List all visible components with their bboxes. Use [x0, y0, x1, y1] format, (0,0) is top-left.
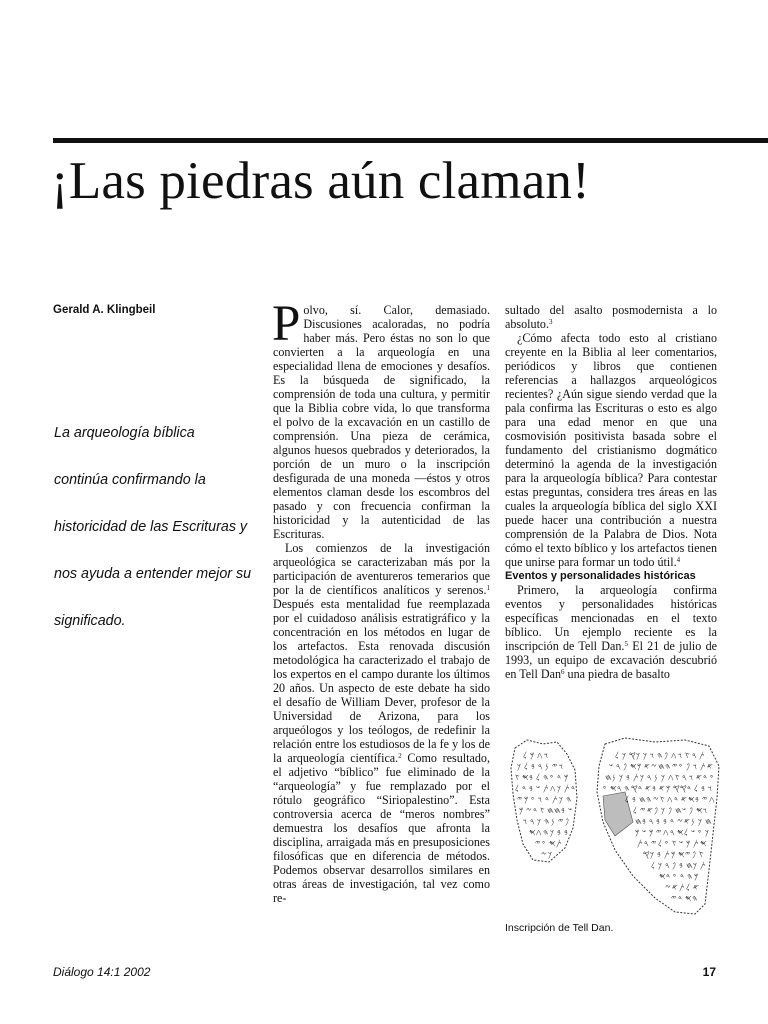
inscription-mark: 𐤒: [643, 850, 650, 859]
inscription-mark: 𐤏: [531, 795, 534, 804]
inscription-mark: 𐤂: [667, 795, 673, 804]
inscription-mark: 𐤊: [557, 784, 561, 793]
footnote-ref: 5: [624, 640, 628, 648]
inscription-mark: 𐤏: [673, 872, 676, 881]
inscription-mark: 𐤃: [666, 872, 670, 881]
inscription-mark: 𐤃: [703, 773, 707, 782]
inscription-mark: 𐤌: [686, 839, 691, 848]
author-name: Gerald A. Klingbeil: [53, 304, 156, 316]
inscription-mark: 𐤎: [522, 773, 529, 782]
paragraph: [505, 331, 717, 569]
inscription-mark: 𐤃: [678, 894, 682, 903]
inscription-mark: 𐤕: [637, 839, 643, 848]
inscription-mark: 𐤓: [647, 773, 652, 782]
inscription-mark: 𐤎: [610, 784, 617, 793]
inscription-mark: 𐤋: [694, 784, 698, 793]
inscription-mark: 𐤇: [605, 773, 612, 782]
inscription-mark: 𐤅: [544, 751, 548, 760]
inscription-mark: 𐤎: [659, 872, 666, 881]
inscription-mark: 𐤌: [649, 828, 654, 837]
inscription-mark: 𐤋: [684, 828, 688, 837]
inscription-mark: 𐤌: [519, 806, 524, 815]
inscription-mark: 𐤊: [548, 850, 552, 859]
inscription-mark: 𐤐: [668, 806, 672, 815]
inscription-mark: 𐤑: [699, 850, 704, 859]
inscription-mark: 𐤂: [536, 828, 542, 837]
inscription-mark: 𐤁: [656, 817, 660, 826]
inscription-mark: 𐤔: [642, 828, 647, 837]
inscription-mark: 𐤔: [609, 762, 614, 771]
title-rule: [53, 138, 768, 143]
inscription-mark: 𐤊: [636, 751, 640, 760]
inscription-mark: 𐤐: [664, 751, 668, 760]
pull-quote-line: historicidad de las Escrituras y: [54, 519, 248, 535]
inscription-mark: 𐤀: [647, 806, 653, 815]
inscription-mark: 𐤎: [677, 828, 684, 837]
inscription-mark: 𐤋: [615, 751, 619, 760]
inscription-mark: 𐤊: [693, 861, 697, 870]
pull-quote: [54, 426, 269, 661]
inscription-mark: 𐤓: [682, 773, 687, 782]
inscription-mark: 𐤑: [515, 773, 520, 782]
paragraph: [505, 303, 717, 331]
inscription-mark: 𐤅: [708, 784, 712, 793]
inscription-mark: 𐤄: [657, 751, 663, 760]
tell-dan-inscription-image: [505, 736, 727, 918]
inscription-mark: 𐤏: [603, 784, 606, 793]
inscription-mark: 𐤇: [675, 806, 682, 815]
inscription-mark: 𐤌: [694, 872, 699, 881]
inscription-mark: 𐤑: [540, 806, 545, 815]
inscription-mark: 𐤐: [692, 850, 696, 859]
inscription-mark: 𐤂: [550, 784, 556, 793]
paragraph: [273, 541, 490, 905]
paragraph-text: ¿Cómo afecta todo esto al cristiano creyente en la Biblia al leer comentarios, periódicos y libros que contienen referencias a hallazgos arqueológicos recientes? ¿Aún sigue siendo verdad que la pala confirma las Escrituras o esto es algo para una edad menor en que una cosmovisión positivista basada sobre el fundamento del cristianismo dogmático determinó la agenda de la investigación para la arqueología bíblica? Para contestar estas preguntas, considera tres áreas en las cuales la arqueología bíblica del siglo XXI puede hacer una contribución a nuestra comprensión de la Palabra de Dios. Nota cómo el texto bíblico y los artefactos tienen que unirse para formar un todo útil.: [505, 331, 717, 569]
inscription-mark: 𐤋: [515, 784, 519, 793]
inscription-mark: 𐤇: [658, 762, 665, 771]
inscription-mark: 𐤉: [552, 762, 558, 771]
inscription-mark: 𐤊: [650, 850, 654, 859]
inscription-mark: 𐤕: [664, 850, 670, 859]
inscription-mark: 𐤎: [529, 828, 536, 837]
inscription-mark: 𐤔: [568, 806, 573, 815]
inscription-mark: 𐤋: [625, 795, 629, 804]
figure-caption: Inscripción de Tell Dan.: [505, 922, 614, 934]
inscription-mark: 𐤁: [632, 795, 636, 804]
inscription-mark: 𐤏: [698, 828, 701, 837]
inscription-mark: 𐤍: [691, 817, 695, 826]
inscription-mark: 𐤌: [637, 762, 642, 771]
inscription-mark: 𐤑: [685, 751, 690, 760]
inscription-mark: 𐤅: [650, 751, 654, 760]
inscription-mark: 𐤊: [661, 773, 665, 782]
body-column-2: [505, 303, 717, 681]
inscription-mark: 𐤎: [685, 894, 692, 903]
inscription-mark: 𐤃: [557, 773, 561, 782]
inscription-mark: 𐤄: [624, 784, 630, 793]
inscription-mark: 𐤆: [665, 883, 671, 892]
inscription-mark: 𐤕: [699, 751, 705, 760]
footnote-ref: 6: [561, 668, 565, 676]
inscription-mark: 𐤏: [542, 839, 545, 848]
inscription-mark: 𐤄: [566, 795, 572, 804]
inscription-mark: 𐤀: [672, 883, 678, 892]
inscription-mark: 𐤊: [537, 817, 541, 826]
inscription-mark: 𐤍: [551, 817, 555, 826]
inscription-mark: 𐤒: [629, 751, 636, 760]
inscription-mark: 𐤋: [651, 861, 655, 870]
inscription-mark: 𐤄: [665, 762, 671, 771]
pull-quote-line: La arqueología bíblica: [54, 425, 195, 441]
inscription-mark: 𐤊: [517, 762, 521, 771]
paragraph-text: sultado del asalto posmodernista a lo absoluto.: [505, 303, 717, 331]
inscription-mark: 𐤅: [703, 806, 707, 815]
inscription-mark: 𐤕: [679, 883, 685, 892]
paragraph-text: Después esta mentalidad fue reemplazada por el cuidadoso análisis estratigráfico y la concentración en los métodos en lugar de los artefactos. Esta renovada discusión metodológica ha caracterizado el trabajo de los expertos en el campo durante los últimos 20 años. Un aspecto de este debate ha sido el desafío de William Dever, profesor de la Universidad de Arizona, para los arqueólogos y los teólogos, de redefinir la relación entre los estudiosos de la fe y los de la arqueología científica.: [273, 597, 490, 765]
inscription-mark: 𐤏: [679, 762, 682, 771]
inscription-mark: 𐤀: [645, 784, 651, 793]
inscription-mark: 𐤊: [661, 806, 665, 815]
paragraph-text: Primero, la arqueología confirma eventos y personalidades históricas específicas mencionadas en el texto bíblico. Un ejemplo reciente es la inscripción de Tell Dan.: [505, 583, 717, 653]
inscription-mark: 𐤉: [656, 828, 662, 837]
inscription-mark: 𐤃: [571, 784, 575, 793]
inscription-mark: 𐤍: [612, 773, 616, 782]
inscription-mark: 𐤑: [660, 795, 665, 804]
inscription-mark: 𐤏: [550, 773, 553, 782]
inscription-mark: 𐤋: [633, 806, 637, 815]
inscription-mark: 𐤓: [649, 817, 654, 826]
inscription-mark: 𐤒: [673, 784, 680, 793]
inscription-mark: 𐤔: [682, 806, 687, 815]
inscription-mark: 𐤊: [622, 751, 626, 760]
inscription-mark: 𐤉: [535, 839, 541, 848]
inscription-mark: 𐤓: [538, 762, 543, 771]
drop-cap: P: [272, 296, 301, 352]
inscription-mark: 𐤁: [531, 762, 535, 771]
inscription-mark: 𐤌: [671, 850, 676, 859]
inscription-mark: 𐤎: [700, 839, 707, 848]
inscription-mark: 𐤉: [671, 894, 677, 903]
inscription-mark: 𐤍: [545, 762, 549, 771]
inscription-mark: 𐤕: [543, 784, 549, 793]
inscription-mark: 𐤏: [665, 839, 668, 848]
inscription-mark: 𐤀: [707, 762, 713, 771]
inscription-mark: 𐤓: [644, 839, 649, 848]
inscription-mark: 𐤔: [679, 839, 684, 848]
inscription-mark: 𐤄: [543, 773, 549, 782]
inscription-mark: 𐤄: [543, 828, 549, 837]
inscription-mark: 𐤑: [672, 839, 677, 848]
inscription-mark: 𐤂: [671, 751, 677, 760]
inscription-mark: 𐤌: [524, 795, 529, 804]
article-title: ¡Las piedras aún claman!: [51, 152, 590, 210]
inscription-mark: 𐤉: [640, 806, 646, 815]
page-number: 17: [702, 965, 716, 979]
inscription-mark: 𐤋: [536, 773, 540, 782]
inscription-mark: 𐤊: [640, 773, 644, 782]
inscription-mark: 𐤌: [564, 773, 569, 782]
inscription-mark: 𐤎: [630, 762, 637, 771]
inscription-mark: 𐤕: [700, 861, 706, 870]
inscription-mark: 𐤕: [564, 784, 570, 793]
inscription-mark: 𐤉: [702, 795, 708, 804]
inscription-mark: 𐤅: [693, 762, 697, 771]
inscription-mark: 𐤐: [623, 762, 627, 771]
inscription-mark: 𐤁: [529, 773, 533, 782]
inscription-mark: 𐤉: [672, 762, 678, 771]
pull-quote-line: significado.: [54, 613, 126, 629]
inscription-mark: 𐤀: [696, 773, 702, 782]
journal-issue: Diálogo 14:1 2002: [53, 965, 151, 979]
inscription-mark: 𐤃: [687, 784, 691, 793]
inscription-mark: 𐤋: [686, 883, 690, 892]
inscription-mark: 𐤉: [517, 795, 523, 804]
pull-quote-line: nos ayuda a entender mejor su: [54, 566, 252, 582]
footnote-ref: 2: [398, 752, 402, 760]
inscription-mark: 𐤄: [646, 795, 652, 804]
inscription-mark: 𐤀: [644, 762, 650, 771]
inscription-mark: 𐤆: [677, 817, 683, 826]
inscription-mark: 𐤂: [663, 828, 669, 837]
inscription-mark: 𐤁: [564, 828, 568, 837]
inscription-mark: 𐤋: [658, 839, 662, 848]
inscription-mark: 𐤇: [547, 806, 554, 815]
inscription-mark: 𐤆: [526, 806, 532, 815]
inscription-mark: 𐤓: [617, 784, 622, 793]
paragraph-text: una piedra de basalto: [564, 667, 670, 681]
inscription-mark: 𐤁: [679, 861, 683, 870]
inscription-mark: 𐤃: [674, 795, 678, 804]
inscription-mark: 𐤓: [670, 828, 675, 837]
inscription-mark: 𐤄: [544, 817, 550, 826]
inscription-mark: 𐤀: [693, 883, 699, 892]
inscription-mark: 𐤁: [626, 773, 630, 782]
inscription-mark: 𐤇: [635, 817, 642, 826]
footnote-ref: 4: [676, 556, 681, 564]
inscription-mark: 𐤓: [665, 861, 670, 870]
inscription-mark: 𐤃: [522, 784, 526, 793]
inscription-mark: 𐤎: [678, 850, 685, 859]
paragraph-text: Los comienzos de la investigación arqueológica se caracterizaban más por la participación de aventureros temerarios que por la de científicos analíticos y serenos.: [273, 541, 490, 597]
paragraph: [272, 296, 490, 541]
inscription-mark: 𐤊: [705, 828, 709, 837]
inscription-mark: 𐤇: [705, 817, 712, 826]
paragraph: [505, 583, 717, 681]
inscription-mark: 𐤅: [689, 773, 693, 782]
inscription-mark: 𐤁: [652, 784, 656, 793]
inscription-mark: 𐤃: [638, 784, 642, 793]
inscription-mark: 𐤒: [631, 784, 638, 793]
inscription-mark: 𐤊: [559, 795, 563, 804]
inscription-mark: 𐤀: [684, 817, 690, 826]
inscription-mark: 𐤒: [680, 784, 687, 793]
inscription-mark: 𐤅: [559, 762, 563, 771]
paragraph-text: El 21 de julio de 1993, un equipo de excavación descubrió en Tell Dan: [505, 639, 717, 681]
inscription-mark: 𐤁: [695, 795, 699, 804]
inscription-mark: 𐤇: [686, 861, 693, 870]
inscription-mark: 𐤁: [701, 784, 705, 793]
inscription-mark: 𐤐: [565, 817, 569, 826]
inscription-mark: 𐤆: [653, 795, 659, 804]
inscription-mark: 𐤂: [668, 773, 674, 782]
inscription-mark: 𐤎: [696, 806, 703, 815]
inscription-mark: 𐤄: [687, 872, 693, 881]
footnote-ref: 1: [486, 584, 490, 592]
paragraph-text: olvo, sí. Calor, demasiado. Discusiones acaloradas, no podría haber más. Pero éstas no son lo que convierten a la arqueología en una especialidad llena de emociones y desafíos. Es la búsqueda de significado, la comprensión de toda una cultura, y permitir que la Biblia cobre vida, lo que transforma el polvo de la excavación en un castillo de comprensión. Una pieza de cerámica, algunos huesos quebrados y deteriorados, la porción de un muro o la inscripción desfigurada de una moneda —éstos y otros elementos claman desde los escombros del pasado y con frecuencia confirman la historicidad y la autenticidad de las Escrituras.: [273, 303, 490, 541]
inscription-mark: 𐤕: [556, 839, 562, 848]
pull-quote-line: continúa confirmando la: [54, 472, 206, 488]
inscription-mark: 𐤇: [639, 795, 646, 804]
inscription-mark: 𐤁: [642, 817, 646, 826]
inscription-mark: 𐤃: [545, 795, 549, 804]
inscription-mark: 𐤓: [692, 751, 697, 760]
inscription-mark: 𐤆: [651, 762, 657, 771]
inscription-mark: 𐤋: [523, 751, 527, 760]
inscription-mark: 𐤑: [675, 773, 680, 782]
inscription-mark: 𐤔: [691, 828, 696, 837]
section-heading: Eventos y personalidades históricas: [505, 570, 696, 582]
inscription-mark: 𐤕: [633, 773, 639, 782]
inscription-mark: 𐤋: [524, 762, 528, 771]
inscription-mark: 𐤕: [693, 839, 699, 848]
inscription-mark: 𐤕: [552, 795, 558, 804]
inscription-mark: 𐤌: [530, 751, 535, 760]
inscription-mark: 𐤁: [663, 817, 667, 826]
inscription-mark: 𐤅: [678, 751, 682, 760]
inscription-mark: 𐤎: [549, 839, 556, 848]
inscription-mark: 𐤓: [530, 817, 535, 826]
inscription-mark: 𐤊: [643, 751, 647, 760]
inscription-mark: 𐤂: [709, 795, 715, 804]
inscription-mark: 𐤁: [657, 850, 661, 859]
inscription-mark: 𐤁: [529, 784, 533, 793]
inscription-mark: 𐤔: [536, 784, 541, 793]
inscription-mark: 𐤐: [689, 806, 693, 815]
inscription-mark: 𐤊: [550, 828, 554, 837]
inscription-mark: 𐤃: [533, 806, 537, 815]
inscription-mark: 𐤐: [672, 861, 676, 870]
inscription-mark: 𐤇: [554, 806, 561, 815]
inscription-mark: 𐤌: [666, 784, 671, 793]
inscription-mark: 𐤕: [700, 762, 706, 771]
inscription-mark: 𐤅: [523, 817, 527, 826]
inscription-mark: 𐤓: [616, 762, 621, 771]
inscription-mark: 𐤃: [680, 872, 684, 881]
inscription-mark: 𐤃: [670, 817, 674, 826]
inscription-mark: 𐤍: [654, 773, 658, 782]
inscription-mark: 𐤄: [692, 894, 698, 903]
inscription-mark: 𐤊: [658, 861, 662, 870]
inscription-mark: 𐤊: [619, 773, 623, 782]
inscription-mark: 𐤉: [558, 817, 564, 826]
inscription-mark: 𐤐: [654, 806, 658, 815]
inscription-mark: 𐤂: [537, 751, 543, 760]
paragraph-text: Como resultado, el adjetivo “bíblico” fue eliminado de la “arqueología” y fue remplazado por el rótulo geográfico “Siriopalestino”. Esta controversia acerca de “meros nombres” demuestra los desafíos que afronta la disciplina, arraigada más en presuposiciones filosóficas que en diferencia de métodos. Podemos observar desarrollos similares en otras áreas de investigación, tal vez como re-: [273, 751, 490, 905]
inscription-mark: 𐤉: [651, 839, 657, 848]
inscription-mark: 𐤀: [659, 784, 665, 793]
inscription-mark: 𐤉: [685, 850, 691, 859]
inscription-mark: 𐤌: [635, 828, 640, 837]
inscription-mark: 𐤀: [681, 795, 687, 804]
inscription-mark: 𐤏: [710, 773, 713, 782]
inscription-mark: 𐤁: [557, 828, 561, 837]
inscription-mark: 𐤊: [698, 817, 702, 826]
inscription-mark: 𐤆: [541, 850, 547, 859]
inscription-mark: 𐤁: [561, 806, 565, 815]
inscription-mark: 𐤐: [686, 762, 690, 771]
inscription-mark: 𐤎: [688, 795, 695, 804]
body-column-1: [272, 296, 490, 905]
inscription-mark: 𐤅: [538, 795, 542, 804]
footnote-ref: 3: [549, 318, 553, 326]
